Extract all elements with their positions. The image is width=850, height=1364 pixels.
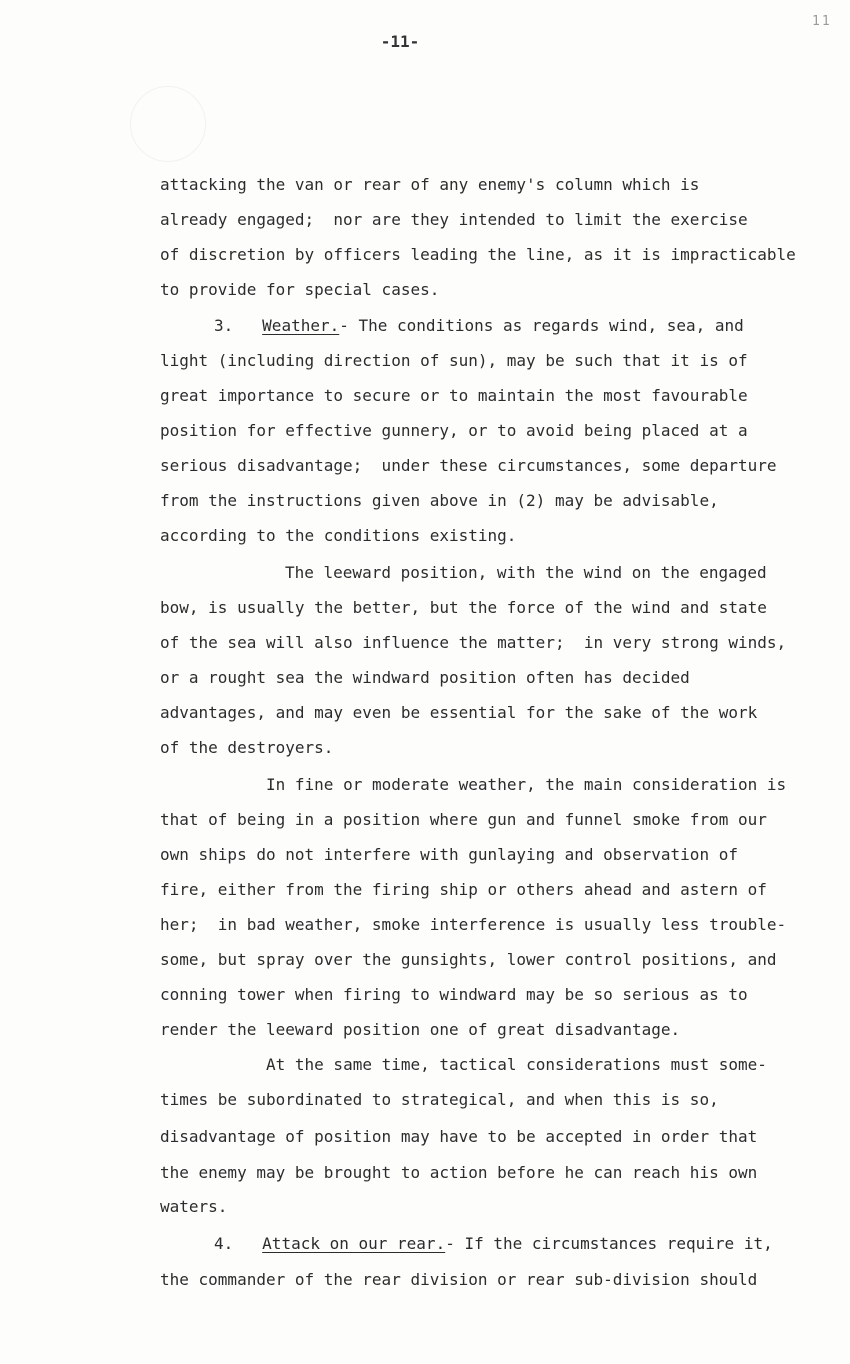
text-line: position for effective gunnery, or to avoid being placed at a — [160, 421, 748, 440]
text-line: to provide for special cases. — [160, 280, 440, 299]
section-number: 4. — [214, 1234, 234, 1253]
text-line: own ships do not interfere with gunlaying and observation of — [160, 845, 738, 864]
text-line: of the destroyers. — [160, 738, 334, 757]
corner-folio-mark: 11 — [812, 14, 832, 29]
faint-stamp-watermark — [130, 86, 206, 162]
text-line: render the leeward position one of great disadvantage. — [160, 1020, 681, 1039]
text-line: the enemy may be brought to action before he can reach his own — [160, 1163, 758, 1182]
text-line: conning tower when firing to windward may be so serious as to — [160, 985, 748, 1004]
text-line: according to the conditions existing. — [160, 526, 517, 545]
text-line: the commander of the rear division or rear sub-division should — [160, 1270, 758, 1289]
text-line: bow, is usually the better, but the force of the wind and state — [160, 598, 767, 617]
text-line: or a rought sea the windward position often has decided — [160, 668, 690, 687]
text-line: light (including direction of sun), may be such that it is of — [160, 351, 748, 370]
text-line: fire, either from the firing ship or others ahead and astern of — [160, 880, 767, 899]
text-line: her; in bad weather, smoke interference is usually less trouble- — [160, 915, 787, 934]
text-line: The leeward position, with the wind on the engaged — [285, 563, 767, 582]
text-line: some, but spray over the gunsights, lower control positions, and — [160, 950, 777, 969]
text-line: - The conditions as regards wind, sea, and — [339, 316, 744, 335]
text-line: already engaged; nor are they intended to limit the exercise — [160, 210, 748, 229]
text-line: disadvantage of position may have to be accepted in order that — [160, 1127, 758, 1146]
text-line: advantages, and may even be essential for the sake of the work — [160, 703, 758, 722]
section-heading: Attack on our rear. — [262, 1234, 446, 1253]
text-line: In fine or moderate weather, the main consideration is — [266, 775, 787, 794]
text-line: from the instructions given above in (2) may be advisable, — [160, 491, 719, 510]
text-line: serious disadvantage; under these circumstances, some departure — [160, 456, 777, 475]
text-line: waters. — [160, 1197, 228, 1216]
section-number: 3. — [214, 316, 234, 335]
text-line: - If the circumstances require it, — [445, 1234, 773, 1253]
text-line: times be subordinated to strategical, and when this is so, — [160, 1090, 719, 1109]
section-heading-line — [214, 316, 744, 336]
section-heading-line — [214, 1234, 773, 1254]
text-line: that of being in a position where gun and funnel smoke from our — [160, 810, 767, 829]
page-number: -11- — [380, 32, 420, 51]
text-line: great importance to secure or to maintain the most favourable — [160, 386, 748, 405]
section-heading: Weather. — [262, 316, 340, 335]
text-line: of discretion by officers leading the line, as it is impracticable — [160, 245, 796, 264]
text-line: attacking the van or rear of any enemy's column which is — [160, 175, 700, 194]
text-line: At the same time, tactical considerations must some- — [266, 1055, 767, 1074]
text-line: of the sea will also influence the matter; in very strong winds, — [160, 633, 787, 652]
